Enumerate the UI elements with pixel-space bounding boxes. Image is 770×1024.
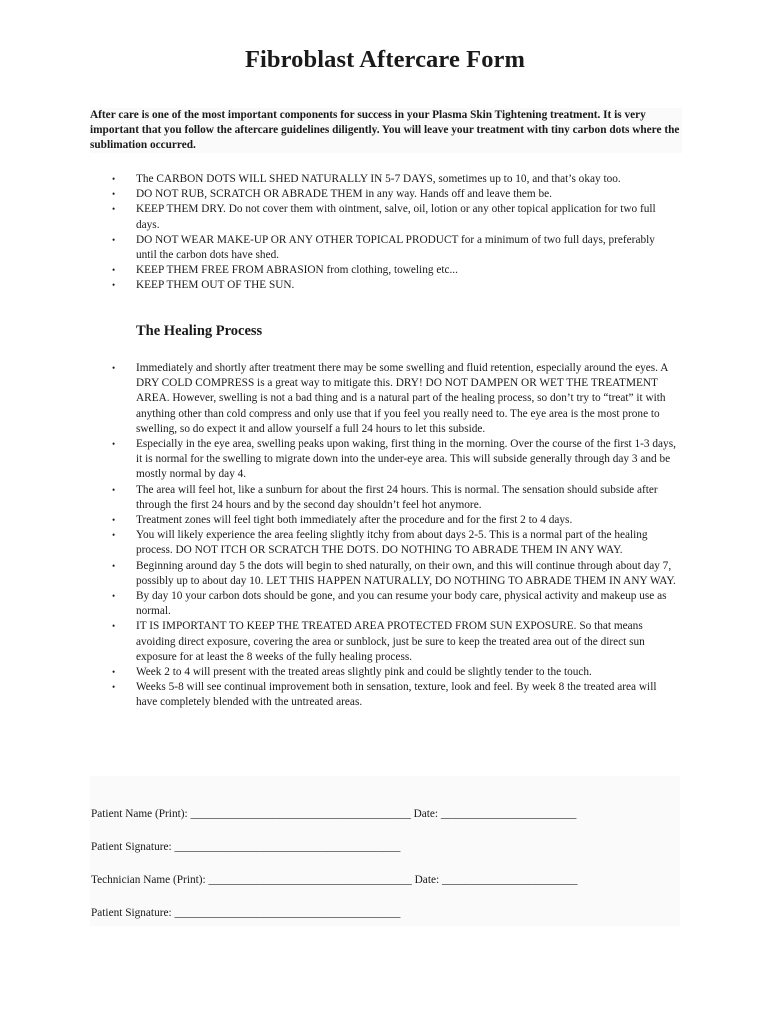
bullet-icon: •	[112, 204, 116, 215]
list-item-text: You will likely experience the area feeling slightly itchy from about days 2-5. This is a normal part of the healing process. DO NOT ITCH OR SCRATCH THE DOTS. DO NOTHING TO ABRADE THEM IN ANY WAY.	[136, 529, 648, 557]
list-item	[90, 233, 682, 263]
list-item	[90, 513, 682, 528]
patient-name-row	[91, 808, 576, 820]
list-item-text: KEEP THEM DRY. Do not cover them with ointment, salve, oil, lotion or any other topical application for two full days.	[136, 203, 656, 231]
technician-name-label: Technician Name (Print):	[91, 874, 209, 886]
patient-signature-label: Patient Signature:	[91, 907, 175, 919]
bullet-icon: •	[112, 189, 116, 200]
list-item	[90, 528, 682, 558]
list-item-text: Week 2 to 4 will present with the treated areas slightly pink and could be slightly tender to the touch.	[136, 666, 592, 679]
patient-signature-field[interactable]: ________________________________________	[174, 907, 401, 919]
list-item-text: The area will feel hot, like a sunburn for about the first 24 hours. This is normal. The sensation should subside after through the first 24 hours and by the second day shouldn’t feel hot anymore.	[136, 483, 658, 511]
bullet-icon: •	[112, 621, 116, 632]
list-item-text: The CARBON DOTS WILL SHED NATURALLY IN 5-7 DAYS, sometimes up to 10, and that’s okay too.	[136, 173, 621, 185]
list-item-text: Weeks 5-8 will see continual improvement both in sensation, texture, look and feel. By week 8 the treated area will have completely blended with the untreated areas.	[136, 681, 657, 709]
bullet-icon: •	[112, 484, 116, 495]
bullet-icon: •	[112, 682, 116, 693]
list-item	[90, 278, 682, 293]
patient-signature-row-2	[91, 907, 400, 919]
bullet-icon: •	[112, 560, 116, 571]
list-item	[90, 187, 682, 202]
bullet-icon: •	[112, 174, 116, 184]
bullet-icon: •	[112, 234, 116, 245]
patient-name-label: Patient Name (Print):	[91, 808, 191, 820]
date-label: Date:	[411, 874, 442, 886]
list-item-text: By day 10 your carbon dots should be gone, and you can resume your body care, physical activity and makeup use as normal.	[136, 590, 667, 618]
list-item	[90, 619, 682, 665]
patient-signature-field[interactable]: ________________________________________	[174, 841, 401, 853]
patient-signature-row	[91, 841, 400, 853]
list-item	[90, 202, 682, 232]
aftercare-list	[90, 172, 682, 294]
list-item-text: DO NOT WEAR MAKE-UP OR ANY OTHER TOPICAL PRODUCT for a minimum of two full days, preferably until the carbon dots have shed.	[136, 233, 655, 262]
list-item	[90, 665, 682, 680]
bullet-icon: •	[112, 591, 116, 602]
bullet-icon: •	[112, 439, 116, 450]
list-item-text: Beginning around day 5 the dots will begin to shed naturally, on their own, and this will continue through about day 7, possibly up to about day 10. LET THIS HAPPEN NATURALLY, DO NOTHING TO ABRADE THEM IN ANY WAY.	[136, 559, 676, 587]
bullet-icon: •	[112, 515, 116, 526]
date-field[interactable]: ________________________	[440, 808, 577, 820]
technician-name-row	[91, 874, 578, 886]
list-item	[90, 263, 682, 278]
list-item-text: KEEP THEM FREE FROM ABRASION from clothing, toweling etc...	[136, 264, 458, 277]
patient-signature-label: Patient Signature:	[91, 841, 175, 853]
bullet-icon: •	[112, 280, 116, 291]
list-item	[90, 361, 682, 437]
list-item-text: Especially in the eye area, swelling peaks upon waking, first thing in the morning. Over the course of the first 1-3 days, it is normal for the swelling to migrate down into the under-eye area. This will subside generally through day 3 and be mostly normal by day 4.	[136, 438, 676, 481]
list-item	[90, 437, 682, 483]
list-item	[90, 172, 682, 187]
list-item-text: DO NOT RUB, SCRATCH OR ABRADE THEM in any way. Hands off and leave them be.	[136, 188, 552, 201]
page-title: Fibroblast Aftercare Form	[244, 46, 526, 73]
healing-list	[90, 361, 682, 711]
list-item	[90, 680, 682, 710]
list-item	[90, 559, 682, 589]
list-item-text: Immediately and shortly after treatment there may be some swelling and fluid retention, especially around the eyes. A DRY COLD COMPRESS is a great way to mitigate this. DRY! DO NOT DAMPEN OR WET THE TREATMENT AREA. However, swelling is not a bad thing and is a natural part of the healing process, so don’t try to “treat” it with anything other than cold compress and only use that if you feel you really need to. The eye area is the most prone to swelling, so do expect it and allow yourself a full 24 hours to let this subside.	[136, 362, 668, 435]
technician-name-field[interactable]: ____________________________________	[208, 874, 412, 886]
patient-name-field[interactable]: _______________________________________	[190, 808, 411, 820]
list-item-text: KEEP THEM OUT OF THE SUN.	[136, 279, 295, 292]
bullet-icon: •	[112, 667, 116, 678]
list-item	[90, 483, 682, 513]
bullet-icon: •	[112, 530, 116, 541]
list-item-text: Treatment zones will feel tight both immediately after the procedure and for the first 2 to 4 days.	[136, 514, 573, 527]
date-label: Date:	[410, 808, 441, 820]
bullet-icon: •	[112, 265, 116, 276]
list-item	[90, 589, 682, 619]
list-item-text: IT IS IMPORTANT TO KEEP THE TREATED AREA PROTECTED FROM SUN EXPOSURE. So that means avoiding direct exposure, covering the area or sunblock, just be sure to keep the treated area out of the direct sun exposure for at least the 8 weeks of the fully healing process.	[136, 620, 645, 663]
intro-paragraph: After care is one of the most important components for success in your Plasma Skin Tightening treatment. It is very important that you follow the aftercare guidelines diligently. You will leave your treatment with tiny carbon dots where the sublimation occurred.	[90, 108, 682, 153]
date-field[interactable]: ________________________	[441, 874, 578, 886]
bullet-icon: •	[112, 363, 116, 373]
healing-heading: The Healing Process	[136, 323, 263, 339]
